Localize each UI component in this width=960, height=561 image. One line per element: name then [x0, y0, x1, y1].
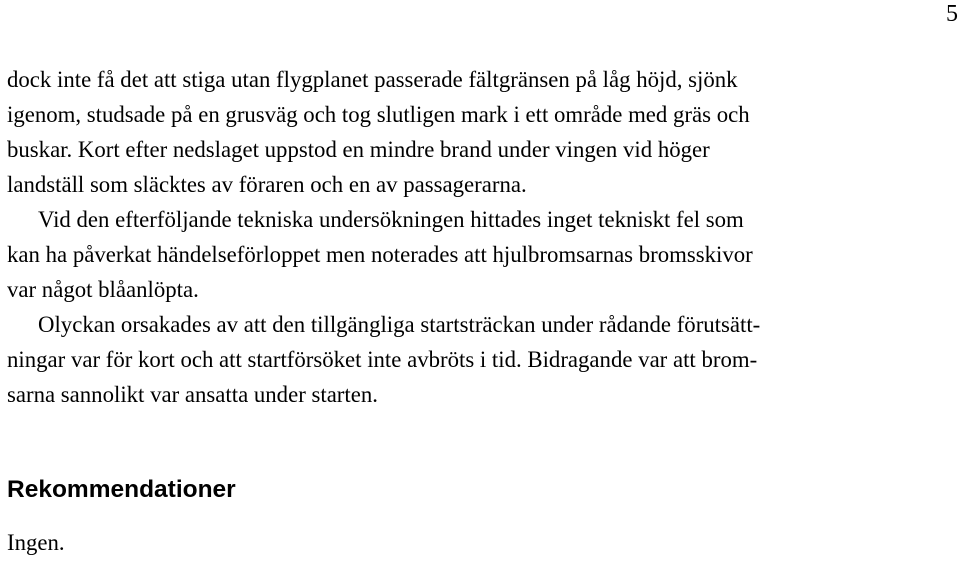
body-line: ningar var för kort och att startförsöket inte avbröts i tid. Bidragande var att brom- — [7, 347, 758, 372]
body-line: sarna sannolikt var ansatta under starten. — [7, 382, 378, 407]
recommendations-text: Ingen. — [7, 530, 65, 555]
body-line: buskar. Kort efter nedslaget uppstod en mindre brand under vingen vid höger — [7, 137, 710, 162]
body-line: Vid den efterföljande tekniska undersökningen hittades inget tekniskt fel som — [38, 207, 744, 232]
body-line: igenom, studsade på en grusväg och tog slutligen mark i ett område med gräs och — [7, 102, 750, 127]
body-line: Olyckan orsakades av att den tillgängliga startsträckan under rådande förutsätt- — [38, 312, 761, 337]
body-line: dock inte få det att stiga utan flygplanet passerade fältgränsen på låg höjd, sjönk — [7, 67, 738, 92]
body-line: var något blåanlöpta. — [7, 277, 199, 302]
recommendations-heading: Rekommendationer — [7, 476, 236, 503]
body-line: kan ha påverkat händelseförloppet men noterades att hjulbromsarnas bromsskivor — [7, 242, 753, 267]
body-text — [7, 62, 952, 412]
page-number: 5 — [946, 1, 958, 27]
body-line: landställ som släcktes av föraren och en av passagerarna. — [7, 172, 527, 197]
